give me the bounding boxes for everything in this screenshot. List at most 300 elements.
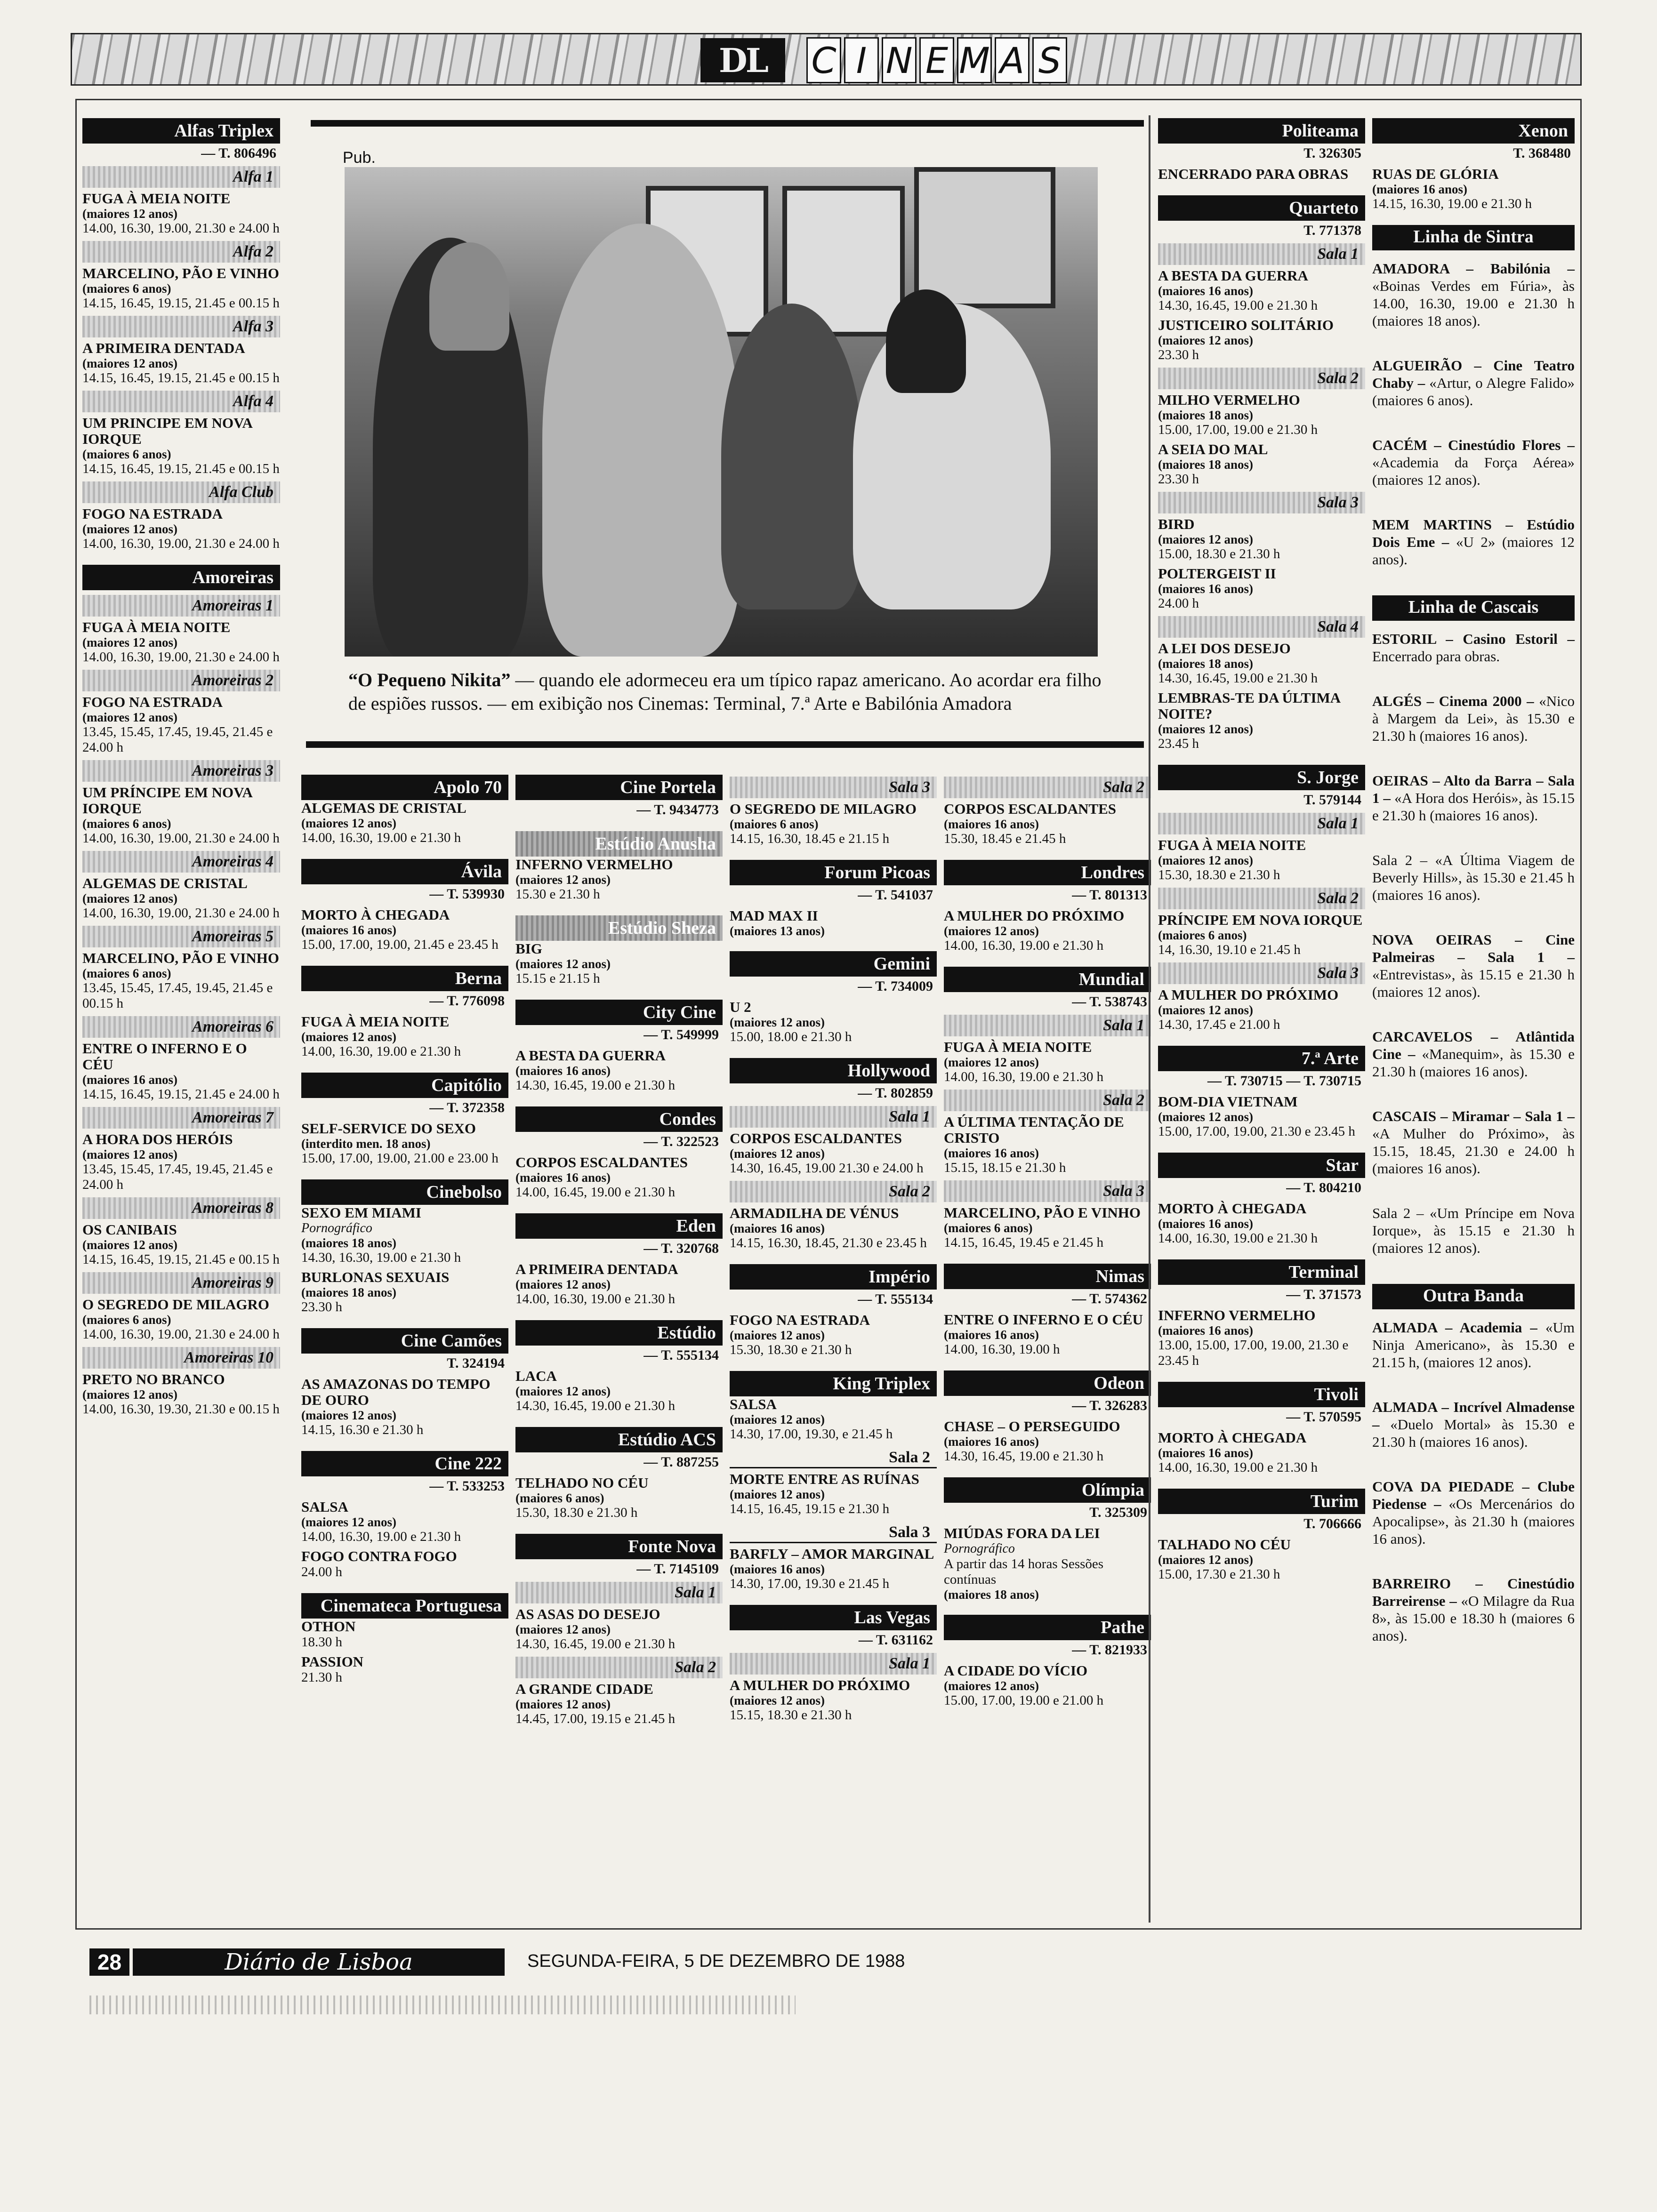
film-rating: (maiores 12 anos) <box>515 1277 611 1291</box>
cinema-phone: — T. 802859 <box>858 1085 933 1101</box>
cinema-phone: — T. 887255 <box>643 1454 719 1470</box>
cinema-block <box>515 1106 723 1200</box>
film-entry <box>301 907 508 953</box>
film-title: TELHADO NO CÉU <box>515 1475 649 1491</box>
cinema-name: Gemini <box>730 951 937 977</box>
cinema-block <box>301 966 508 1059</box>
cinema-block <box>1372 118 1575 212</box>
film-entry <box>515 1261 723 1307</box>
figure-shape <box>886 289 966 393</box>
cinema-block <box>944 1477 1151 1602</box>
film-entry <box>944 1039 1151 1085</box>
film-rating: (maiores 12 anos) <box>730 1487 825 1501</box>
venue-name: ALGÉS – Cinema 2000 – <box>1372 693 1534 709</box>
film-times: 14.00, 16.30, 19.00 e 21.30 h <box>301 830 461 845</box>
film-times: 14.30, 16.45, 19.00 e 21.30 h <box>1158 671 1318 686</box>
film-times: 14.15, 16.45, 19.15, 21.45 e 00.15 h <box>82 1252 280 1267</box>
film-rating: (maiores 16 anos) <box>944 1435 1039 1449</box>
film-title: A MULHER DO PRÓXIMO <box>730 1677 910 1693</box>
sala-label: Sala 1 <box>944 1015 1151 1036</box>
cinema-block <box>944 1615 1151 1708</box>
venue-name: CASCAIS – Miramar – Sala 1 – <box>1372 1108 1575 1124</box>
film-title: MARCELINO, PÃO E VINHO <box>82 950 279 966</box>
cinema-phone: T. 579144 <box>1303 792 1361 808</box>
film-rating: (maiores 18 anos) <box>301 1236 396 1250</box>
film-rating: (maiores 16 anos) <box>730 1221 825 1235</box>
film-rating: (maiores 12 anos) <box>1158 532 1253 546</box>
venue-name: OEIRAS – Alto da Barra – Sala 1 – <box>1372 772 1575 806</box>
film-title: FOGO NA ESTRADA <box>82 505 223 522</box>
film-entry <box>515 941 723 986</box>
film-entry <box>1158 166 1365 182</box>
cinema-phone: — T. 549999 <box>643 1027 719 1042</box>
cinema-phone: — T. 574362 <box>1072 1291 1147 1306</box>
film-times: 15.30, 18.30 e 21.30 h <box>515 1505 638 1520</box>
film-rating: (maiores 16 anos) <box>1158 582 1253 596</box>
sala-label: Sala 1 <box>730 1106 937 1128</box>
venue-name: MEM MARTINS – Estúdio Dois Eme – <box>1372 516 1575 550</box>
film-rating: (maiores 6 anos) <box>82 281 171 296</box>
cinema-name: King Triplex <box>730 1371 937 1396</box>
film-times: 15.30, 18.45 e 21.45 h <box>944 831 1066 846</box>
film-rating: (maiores 12 anos) <box>515 1384 611 1398</box>
film-title: MILHO VERMELHO <box>1158 392 1300 408</box>
cinema-name: Xenon <box>1372 118 1575 144</box>
cinema-name: S. Jorge <box>1158 765 1365 790</box>
cinema-block <box>1158 1259 1365 1369</box>
film-times: 14.00, 16.30, 19.00 e 21.30 h <box>1158 1460 1318 1475</box>
film-title: AS ASAS DO DESEJO <box>515 1606 660 1622</box>
film-title: MAD MAX II <box>730 907 818 924</box>
film-title: CORPOS ESCALDANTES <box>730 1130 902 1146</box>
film-times: 14.15, 16.45, 19.15, 21.45 e 00.15 h <box>82 461 280 476</box>
film-entry <box>730 1677 937 1723</box>
cinema-phone: — T. 538743 <box>1072 994 1147 1010</box>
sala-label: Amoreiras 9 <box>82 1272 280 1294</box>
film-entry <box>1158 268 1365 313</box>
film-rating: (maiores 6 anos) <box>730 817 819 831</box>
cinema-name: Cinemateca Portuguesa <box>301 1593 508 1619</box>
film-entry <box>82 1222 280 1267</box>
film-entry <box>515 1681 723 1727</box>
film-entry <box>1158 690 1365 752</box>
cinema-phone: — T. 326283 <box>1072 1398 1147 1413</box>
column-5 <box>944 772 1151 1722</box>
sala-label: Amoreiras 10 <box>82 1347 280 1369</box>
regional-listing <box>1372 260 1575 329</box>
film-entry <box>730 1546 937 1592</box>
film-title: FUGA À MEIA NOITE <box>301 1013 450 1030</box>
film-rating: (maiores 12 anos) <box>82 1387 177 1402</box>
cinema-block <box>1158 195 1365 752</box>
venue-program: «Um Ninja Americano», às 15.30 e 21.15 h, (maiores 12 anos). <box>1372 1319 1575 1370</box>
cinema-phone: — T. 539930 <box>429 886 505 902</box>
cinema-name: Cine Portela <box>515 775 723 800</box>
film-entry <box>944 1114 1151 1176</box>
cinema-name: Estúdio Sheza <box>515 915 723 941</box>
cinema-name: Alfas Triplex <box>82 118 280 144</box>
film-entry <box>301 1121 508 1166</box>
venue-name: COVA DA PIEDADE – Clube Piedense – <box>1372 1478 1575 1512</box>
section-header-band <box>71 33 1582 86</box>
film-title: ENCERRADO PARA OBRAS <box>1158 166 1349 182</box>
film-rating: (maiores 16 anos) <box>1158 1217 1253 1231</box>
cinema-block <box>730 951 937 1045</box>
page-number: 28 <box>89 1948 129 1976</box>
film-times: 14.00, 16.30, 19.00 e 21.30 h <box>301 1044 461 1059</box>
cinema-block <box>82 565 280 1417</box>
cinema-name: Politeama <box>1158 118 1365 144</box>
film-rating: (maiores 12 anos) <box>1158 1003 1253 1017</box>
film-entry <box>301 1654 508 1685</box>
film-times: 15.30 e 21.30 h <box>515 887 600 902</box>
film-title: ARMADILHA DE VÉNUS <box>730 1205 899 1221</box>
cinema-name: Cine 222 <box>301 1451 508 1476</box>
film-times: 23.30 h <box>1158 347 1199 362</box>
film-title: BIRD <box>1158 516 1195 532</box>
film-entry <box>82 415 280 477</box>
cinema-block <box>1158 765 1365 1033</box>
film-rating: (maiores 12 anos) <box>1158 853 1253 867</box>
cinema-block <box>730 1371 937 1592</box>
figure-shape <box>721 304 862 609</box>
sala-label: Amoreiras 7 <box>82 1107 280 1129</box>
cinema-name: Turim <box>1158 1489 1365 1514</box>
film-times: 14.00, 16.30, 19.00, 21.30 e 24.00 h <box>82 1327 280 1342</box>
film-title: MARCELINO, PÃO E VINHO <box>82 265 279 281</box>
cinema-block <box>730 860 937 938</box>
film-rating: (maiores 16 anos) <box>944 817 1039 831</box>
film-entry <box>1158 392 1365 438</box>
film-entry <box>301 800 508 846</box>
film-title: A GRANDE CIDADE <box>515 1681 653 1697</box>
film-rating: (maiores 12 anos) <box>82 891 177 906</box>
sala-label: Amoreiras 2 <box>82 670 280 691</box>
film-entry <box>82 785 280 846</box>
cinema-phone: T. 771378 <box>1303 223 1361 238</box>
film-entry <box>301 1014 508 1059</box>
sala-label: Amoreiras 3 <box>82 760 280 782</box>
film-entry <box>1158 1307 1365 1369</box>
title-letter: E <box>919 37 954 83</box>
film-title: ALGEMAS DE CRISTAL <box>301 800 467 816</box>
regional-listing <box>1372 1478 1575 1547</box>
film-title: CORPOS ESCALDANTES <box>944 801 1117 817</box>
film-title: TALHADO NO CÉU <box>1158 1536 1291 1553</box>
cinema-phone: — T. 320768 <box>643 1241 719 1256</box>
film-times: 24.00 h <box>301 1564 342 1579</box>
film-title: PASSION <box>301 1653 364 1670</box>
film-times: 24.00 h <box>1158 596 1199 611</box>
venue-program: Sala 2 – «A Última Viagem de Beverly Hills», às 15.30 e 21.45 h (maiores 16 anos). <box>1372 852 1575 903</box>
cinema-phone: T. 706666 <box>1303 1516 1361 1531</box>
film-rating: (maiores 18 anos) <box>1158 408 1253 422</box>
film-times: 13.45, 15.45, 17.45, 19.45, 21.45 e 24.00 h <box>82 1162 273 1192</box>
film-times: 15.00, 17.00, 19.00 e 21.30 h <box>1158 422 1318 437</box>
newspaper-name: Diário de Lisboa <box>133 1948 505 1976</box>
film-title: INFERNO VERMELHO <box>1158 1307 1316 1323</box>
regional-listing <box>1372 1398 1575 1451</box>
title-letter: S <box>1032 37 1067 83</box>
film-entry <box>1158 837 1365 883</box>
section-title <box>806 37 1067 83</box>
cinema-block <box>944 1264 1151 1357</box>
cinema-phone: — T. 804210 <box>1286 1180 1361 1195</box>
cinema-block <box>944 1370 1151 1464</box>
film-title: A BESTA DA GUERRA <box>515 1047 666 1064</box>
cinema-name: Estúdio Anusha <box>515 831 723 857</box>
film-entry <box>730 801 937 847</box>
cinema-name: Las Vegas <box>730 1605 937 1630</box>
film-genre: Pornográfico <box>301 1221 372 1235</box>
film-rating: (maiores 6 anos) <box>82 966 171 980</box>
venue-program: «Boinas Verdes em Fúria», às 14.00, 16.30, 19.00 e 21.30 h (maiores 18 anos). <box>1372 278 1575 329</box>
film-entry <box>82 619 280 665</box>
movie-photo <box>345 167 1098 657</box>
film-title: OTHON <box>301 1618 356 1635</box>
film-entry <box>944 908 1151 954</box>
film-entry <box>1158 912 1365 958</box>
figure-shape <box>542 224 740 657</box>
film-entry <box>82 265 280 311</box>
film-rating: (maiores 6 anos) <box>82 817 171 831</box>
film-times: 14.00, 16.30, 19.00 e 21.30 h <box>515 1291 676 1306</box>
cinema-block <box>730 1264 937 1358</box>
film-times: 15.00, 17.00, 19.00, 21.30 e 23.45 h <box>1158 1124 1355 1139</box>
film-times: 13.45, 15.45, 17.45, 19.45, 21.45 e 24.00 h <box>82 724 273 755</box>
regional-listing <box>1372 1204 1575 1257</box>
film-rating: (maiores 16 anos) <box>1372 182 1467 196</box>
film-title: LACA <box>515 1368 557 1384</box>
film-title: A MULHER DO PRÓXIMO <box>1158 986 1339 1003</box>
cinema-block <box>301 1593 508 1685</box>
film-times: 14.00, 16.30, 19.00 h <box>944 1342 1060 1357</box>
film-rating: (maiores 12 anos) <box>730 1015 825 1029</box>
sala-label: Amoreiras 8 <box>82 1197 280 1219</box>
film-rating: (maiores 6 anos) <box>82 1313 171 1327</box>
cinema-name: Odeon <box>944 1370 1151 1396</box>
cinema-block <box>301 1179 508 1315</box>
film-title: A BESTA DA GUERRA <box>1158 267 1308 284</box>
film-times: 14.30, 17.45 e 21.00 h <box>1158 1017 1280 1032</box>
venue-program: «O Milagre da Rua 8», às 15.00 e 18.30 h (maiores 6 anos). <box>1372 1593 1575 1644</box>
film-times: 14.30, 16.45, 19.00 21.30 e 24.00 h <box>730 1161 924 1176</box>
cinema-block <box>1158 1489 1365 1582</box>
film-rating: (maiores 12 anos) <box>82 356 177 370</box>
film-title: A LEI DOS DESEJO <box>1158 640 1291 657</box>
film-title: BIG <box>515 940 542 957</box>
film-rating: (maiores 12 anos) <box>82 710 177 724</box>
cinema-name: Amoreiras <box>82 565 280 590</box>
cinema-block <box>515 915 723 986</box>
film-title: MARCELINO, PÃO E VINHO <box>944 1204 1141 1221</box>
film-entry <box>82 694 280 755</box>
film-title: BOM-DIA VIETNAM <box>1158 1093 1298 1110</box>
venue-program: «Entrevistas», às 15.15 e 21.30 h (maiores 12 anos). <box>1372 966 1575 1000</box>
venue-program: Sala 2 – «Um Príncipe em Nova Iorque», às 15.15 e 21.30 h (maiores 12 anos). <box>1372 1205 1575 1256</box>
sala-label: Sala 2 <box>1158 888 1365 909</box>
film-title: U 2 <box>730 999 751 1015</box>
film-title: MORTO À CHEGADA <box>301 906 450 923</box>
film-times: 15.30, 18.30 e 21.30 h <box>730 1342 852 1357</box>
cinema-name: Forum Picoas <box>730 860 937 885</box>
film-rating: (maiores 12 anos) <box>82 1238 177 1252</box>
venue-name: ESTORIL – Casino Estoril – <box>1372 631 1575 647</box>
cinema-name: Pathe <box>944 1615 1151 1640</box>
film-title: A PRIMEIRA DENTADA <box>82 340 245 356</box>
film-times: 14.15, 16.30, 18.45 e 21.15 h <box>730 831 890 846</box>
cinema-block <box>301 1073 508 1166</box>
film-entry <box>730 908 937 938</box>
column-1 <box>82 115 280 1430</box>
film-entry <box>1158 641 1365 686</box>
sala-label: Sala 1 <box>1158 243 1365 265</box>
film-genre: Pornográfico <box>944 1541 1015 1556</box>
film-title: ENTRE O INFERNO E O CÉU <box>944 1311 1143 1328</box>
film-rating: (maiores 12 anos) <box>82 207 177 221</box>
title-letter: C <box>806 37 841 83</box>
film-title: FUGA À MEIA NOITE <box>82 190 231 207</box>
film-rating: (maiores 12 anos) <box>515 873 611 887</box>
film-times: 14.00, 16.30, 19.00 e 21.30 h <box>301 1529 461 1544</box>
film-rating: (maiores 16 anos) <box>944 1328 1039 1342</box>
figure-shape <box>429 242 509 351</box>
cinema-name: Nimas <box>944 1264 1151 1289</box>
cinema-block <box>515 1320 723 1414</box>
sala-label: Amoreiras 5 <box>82 926 280 947</box>
venue-name: CARCAVELOS – Atlântida Cine – <box>1372 1028 1575 1062</box>
film-rating: (maiores 16 anos) <box>1158 284 1253 298</box>
caption-title: “O Pequeno Nikita” <box>348 669 511 690</box>
cinema-name: Olímpia <box>944 1477 1151 1503</box>
sala-label: Sala 2 <box>730 1181 937 1202</box>
film-title: LEMBRAS-TE DA ÚLTIMA NOITE? <box>1158 689 1340 722</box>
title-letter: A <box>995 37 1030 83</box>
cinema-phone: — T. 555134 <box>643 1347 719 1363</box>
film-times: 14.30, 16.45, 19.00 e 21.30 h <box>515 1636 676 1651</box>
column-2 <box>301 772 508 1699</box>
right-rule <box>1149 115 1150 1923</box>
film-title: FOGO CONTRA FOGO <box>301 1548 457 1564</box>
region-header: Linha de Cascais <box>1372 595 1575 621</box>
film-rating: (maiores 12 anos) <box>301 1408 396 1422</box>
cinema-phone: — T. 730715 — T. 730715 <box>1207 1073 1361 1089</box>
regional-listing <box>1372 436 1575 489</box>
film-title: MORTE ENTRE AS RUÍNAS <box>730 1471 919 1487</box>
film-title: BURLONAS SEXUAIS <box>301 1269 450 1285</box>
sala-label: Sala 1 <box>1158 813 1365 834</box>
film-entry <box>1158 1201 1365 1246</box>
cinema-name: Fonte Nova <box>515 1534 723 1559</box>
film-entry <box>82 875 280 921</box>
film-times: 13.00, 15.00, 17.00, 19.00, 21.30 e 23.45 h <box>1158 1338 1349 1368</box>
cinema-block <box>1158 1153 1365 1246</box>
cinema-name: Mundial <box>944 967 1151 992</box>
film-times: 14.00, 16.30, 19.30, 21.30 e 00.15 h <box>82 1402 280 1417</box>
film-times: 15.00, 18.00 e 21.30 h <box>730 1029 852 1044</box>
title-letter: I <box>844 37 879 83</box>
regional-listing <box>1372 630 1575 665</box>
film-rating: (maiores 12 anos) <box>1158 333 1253 347</box>
cinema-name: Berna <box>301 966 508 991</box>
film-entry <box>82 1041 280 1102</box>
film-times: 23.45 h <box>1158 736 1199 751</box>
venue-program: Encerrado para obras. <box>1372 648 1500 665</box>
film-times: 14.15, 16.45, 19.15 e 21.30 h <box>730 1501 890 1516</box>
issue-date: SEGUNDA-FEIRA, 5 DE DEZEMBRO DE 1988 <box>527 1951 905 1971</box>
sala-label: Amoreiras 4 <box>82 851 280 873</box>
film-entry <box>301 1548 508 1580</box>
film-times: 15.15, 18.15 e 21.30 h <box>944 1160 1066 1175</box>
film-entry <box>1158 1430 1365 1475</box>
film-entry <box>1158 566 1365 611</box>
sala-label: Alfa Club <box>82 481 280 503</box>
film-entry <box>944 1663 1151 1708</box>
film-times: 14.00, 16.30, 19.00 e 21.30 h <box>944 1069 1104 1084</box>
film-times: 14.00, 16.30, 19.00 e 21.30 h <box>944 938 1104 953</box>
film-times: A partir das 14 horas Sessões contínuas <box>944 1556 1104 1587</box>
film-entry <box>730 999 937 1045</box>
film-times: 14.00, 16.30, 19.00 e 21.30 h <box>1158 1231 1318 1246</box>
film-title: MIÚDAS FORA DA LEI <box>944 1525 1100 1541</box>
film-entry <box>730 1396 937 1442</box>
film-entry <box>301 1376 508 1438</box>
film-title: MORTO À CHEGADA <box>1158 1200 1307 1217</box>
film-times: 15.00, 17.00, 19.00 e 21.00 h <box>944 1693 1104 1708</box>
film-times: 23.30 h <box>1158 472 1199 487</box>
cinema-block <box>82 118 280 552</box>
cinema-block <box>944 967 1151 1250</box>
film-entry <box>1158 441 1365 487</box>
cinema-block <box>515 1000 723 1093</box>
film-rating: (maiores 12 anos) <box>82 1147 177 1162</box>
cinema-block <box>515 775 723 818</box>
column-3 <box>515 772 723 1740</box>
regional-listing <box>1372 1028 1575 1080</box>
film-title: PRÍNCIPE EM NOVA IORQUE <box>1158 912 1363 928</box>
region-header: Linha de Sintra <box>1372 225 1575 250</box>
cinema-name: Estúdio ACS <box>515 1427 723 1452</box>
film-entry <box>301 1499 508 1545</box>
regional-listing <box>1372 851 1575 904</box>
cinema-phone: — T. 801313 <box>1072 887 1147 903</box>
film-title: A CIDADE DO VÍCIO <box>944 1662 1088 1679</box>
venue-name: ALGUEIRÃO – Cine Teatro Chaby – <box>1372 357 1575 391</box>
venue-name: ALMADA – Academia – <box>1372 1319 1537 1336</box>
film-title: FUGA À MEIA NOITE <box>944 1039 1092 1055</box>
cinema-phone: — T. 7145109 <box>636 1561 719 1577</box>
film-entry <box>1372 166 1575 212</box>
film-rating: (maiores 12 anos) <box>515 1697 611 1711</box>
venue-program: «Manequim», às 15.30 e 21.30 h (maiores 16 anos). <box>1372 1046 1575 1080</box>
film-rating: (maiores 12 anos) <box>944 1679 1039 1693</box>
cinema-phone: — T. 9434773 <box>636 802 719 817</box>
film-entry <box>515 1048 723 1093</box>
regional-listing <box>1372 1107 1575 1177</box>
cinema-name: Hollywood <box>730 1058 937 1083</box>
film-times: 14.45, 17.00, 19.15 e 21.45 h <box>515 1711 676 1726</box>
cinema-phone: — T. 570595 <box>1286 1409 1361 1425</box>
film-times: 14.15, 16.30 e 21.30 h <box>301 1422 424 1437</box>
film-times: 15.00, 17.00, 19.00, 21.00 e 23.00 h <box>301 1151 499 1166</box>
cinema-phone: — T. 734009 <box>858 978 933 994</box>
film-entry <box>1158 516 1365 562</box>
film-rating: (maiores 6 anos) <box>1158 928 1247 942</box>
film-rating: (maiores 12 anos) <box>730 1693 825 1707</box>
cinema-block <box>1158 1382 1365 1475</box>
cinema-phone: — T. 533253 <box>429 1478 505 1494</box>
venue-name: CACÉM – Cinestúdio Flores – <box>1372 437 1575 453</box>
